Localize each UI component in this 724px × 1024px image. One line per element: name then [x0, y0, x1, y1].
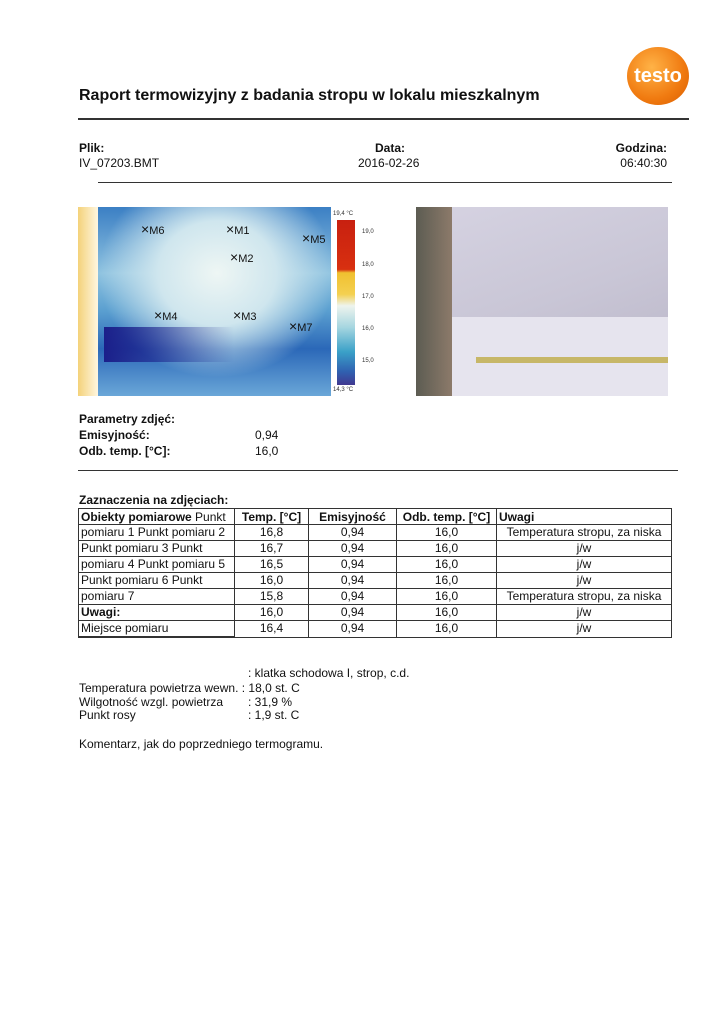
table-cell: 16,0	[397, 541, 497, 557]
marker-m7: ×M7	[289, 318, 313, 334]
table-cell: pomiaru 4 Punkt pomiaru 5	[79, 557, 235, 573]
emissivity-label: Emisyjność:	[79, 428, 150, 442]
date-value: 2016-02-26	[358, 156, 420, 170]
table-cell: 0,94	[309, 525, 397, 541]
table-cell: 0,94	[309, 621, 397, 638]
scale-tick: 19,0	[362, 229, 374, 235]
comment: Komentarz, jak do poprzedniego termogramu.	[79, 737, 324, 751]
air-temperature: Temperatura powietrza wewn. : 18,0 st. C	[79, 681, 300, 695]
divider	[78, 118, 689, 120]
table-cell: j/w	[497, 557, 672, 573]
table-cell: M3	[241, 311, 257, 323]
params-heading: Parametry zdjęć:	[79, 412, 176, 426]
time-value: 06:40:30	[620, 156, 667, 170]
refl-temp-label: Odb. temp. [°C]:	[79, 444, 171, 458]
table-cell: j/w	[497, 541, 672, 557]
marker-m2: ×M2	[230, 249, 254, 265]
table-row	[79, 525, 672, 541]
divider	[78, 470, 678, 471]
table-cell: 16,4	[235, 621, 309, 638]
marks-heading: Zaznaczenia na zdjęciach:	[79, 493, 229, 507]
humidity-value: : 31,9 %	[248, 695, 293, 709]
time-label: Godzina:	[615, 141, 667, 155]
scale-tick: 18,0	[362, 262, 374, 268]
dew-point-label: Punkt rosy	[79, 708, 136, 722]
table-cell: 16,0	[397, 589, 497, 605]
scale-max: 19,4 °C	[333, 211, 354, 217]
table-cell: M5	[310, 234, 326, 246]
table-cell: M6	[149, 225, 165, 237]
marker-m5: ×M5	[302, 230, 326, 246]
table-cell: M2	[238, 253, 254, 265]
table-cell: Miejsce pomiaru	[79, 621, 235, 638]
table-cell: pomiaru 1 Punkt pomiaru 2	[79, 525, 235, 541]
table-cell: 0,94	[309, 557, 397, 573]
marker-m6: ×M6	[141, 221, 165, 237]
table-cell: Emisyjność	[309, 509, 397, 525]
table-cell: Obiekty pomiarowe	[81, 509, 192, 524]
table-cell: 16,0	[397, 573, 497, 589]
table-cell: Temperatura stropu, za niska	[497, 589, 672, 605]
scale-tick: 15,0	[362, 358, 374, 364]
table-cell: Uwagi:	[79, 605, 235, 621]
table-cell: 16,0	[235, 605, 309, 621]
table-cell: M1	[234, 225, 250, 237]
table-cell: 16,0	[397, 557, 497, 573]
table-cell: 16,5	[235, 557, 309, 573]
table-cell: 16,0	[235, 573, 309, 589]
table-row	[79, 541, 672, 557]
table-cell: 16,8	[235, 525, 309, 541]
table-row	[79, 573, 672, 589]
table-cell: 16,0	[397, 621, 497, 638]
table-row	[79, 605, 672, 621]
table-cell: Odb. temp. [°C]	[397, 509, 497, 525]
table-row	[79, 621, 672, 638]
table-cell: j/w	[497, 605, 672, 621]
measurement-place: : klatka schodowa I, strop, c.d.	[248, 666, 410, 680]
table-cell: j/w	[497, 621, 672, 638]
table-cell: Temp. [°C]	[235, 509, 309, 525]
thermal-image	[78, 207, 331, 396]
table-cell: 0,94	[309, 541, 397, 557]
table-cell: 16,0	[397, 605, 497, 621]
table-cell: 16,0	[397, 525, 497, 541]
file-label: Plik:	[79, 141, 105, 155]
table-cell: j/w	[497, 573, 672, 589]
table-cell: Uwagi	[497, 509, 672, 525]
dew-point-value: : 1,9 st. C	[248, 708, 300, 722]
visual-photo	[416, 207, 668, 396]
humidity-label: Wilgotność wzgl. powietrza	[79, 695, 224, 709]
table-cell: Punkt pomiaru 3 Punkt	[79, 541, 235, 557]
table-row	[79, 557, 672, 573]
emissivity-value: 0,94	[255, 428, 279, 442]
divider	[98, 182, 672, 183]
table-cell: 0,94	[309, 573, 397, 589]
measurements-table	[78, 508, 672, 638]
marker-m3: ×M3	[233, 307, 257, 323]
scale-tick: 16,0	[362, 326, 374, 332]
table-cell: testo	[634, 64, 682, 87]
file-value: IV_07203.BMT	[79, 156, 160, 170]
table-cell: pomiaru 7	[79, 589, 235, 605]
table-cell: 0,94	[309, 605, 397, 621]
report-title: Raport termowizyjny z badania stropu w lokalu mieszkalnym	[79, 87, 540, 104]
table-cell: Temperatura stropu, za niska	[497, 525, 672, 541]
marker-m4: ×M4	[154, 307, 178, 323]
table-cell: 0,94	[309, 589, 397, 605]
scale-min: 14,3 °C	[333, 387, 354, 393]
temperature-scale	[337, 220, 355, 385]
marker-m1: ×M1	[226, 221, 250, 237]
table-cell: M4	[162, 311, 178, 323]
table-cell: 16,7	[235, 541, 309, 557]
table-cell: M7	[297, 322, 313, 334]
scale-tick: 17,0	[362, 294, 374, 300]
table-row	[79, 589, 672, 605]
table-cell: Punkt pomiaru 6 Punkt	[79, 573, 235, 589]
table-cell: Punkt	[195, 509, 226, 524]
table-header	[79, 509, 672, 525]
date-label: Data:	[375, 141, 406, 155]
refl-temp-value: 16,0	[255, 444, 279, 458]
table-cell: 15,8	[235, 589, 309, 605]
testo-logo	[627, 47, 689, 105]
